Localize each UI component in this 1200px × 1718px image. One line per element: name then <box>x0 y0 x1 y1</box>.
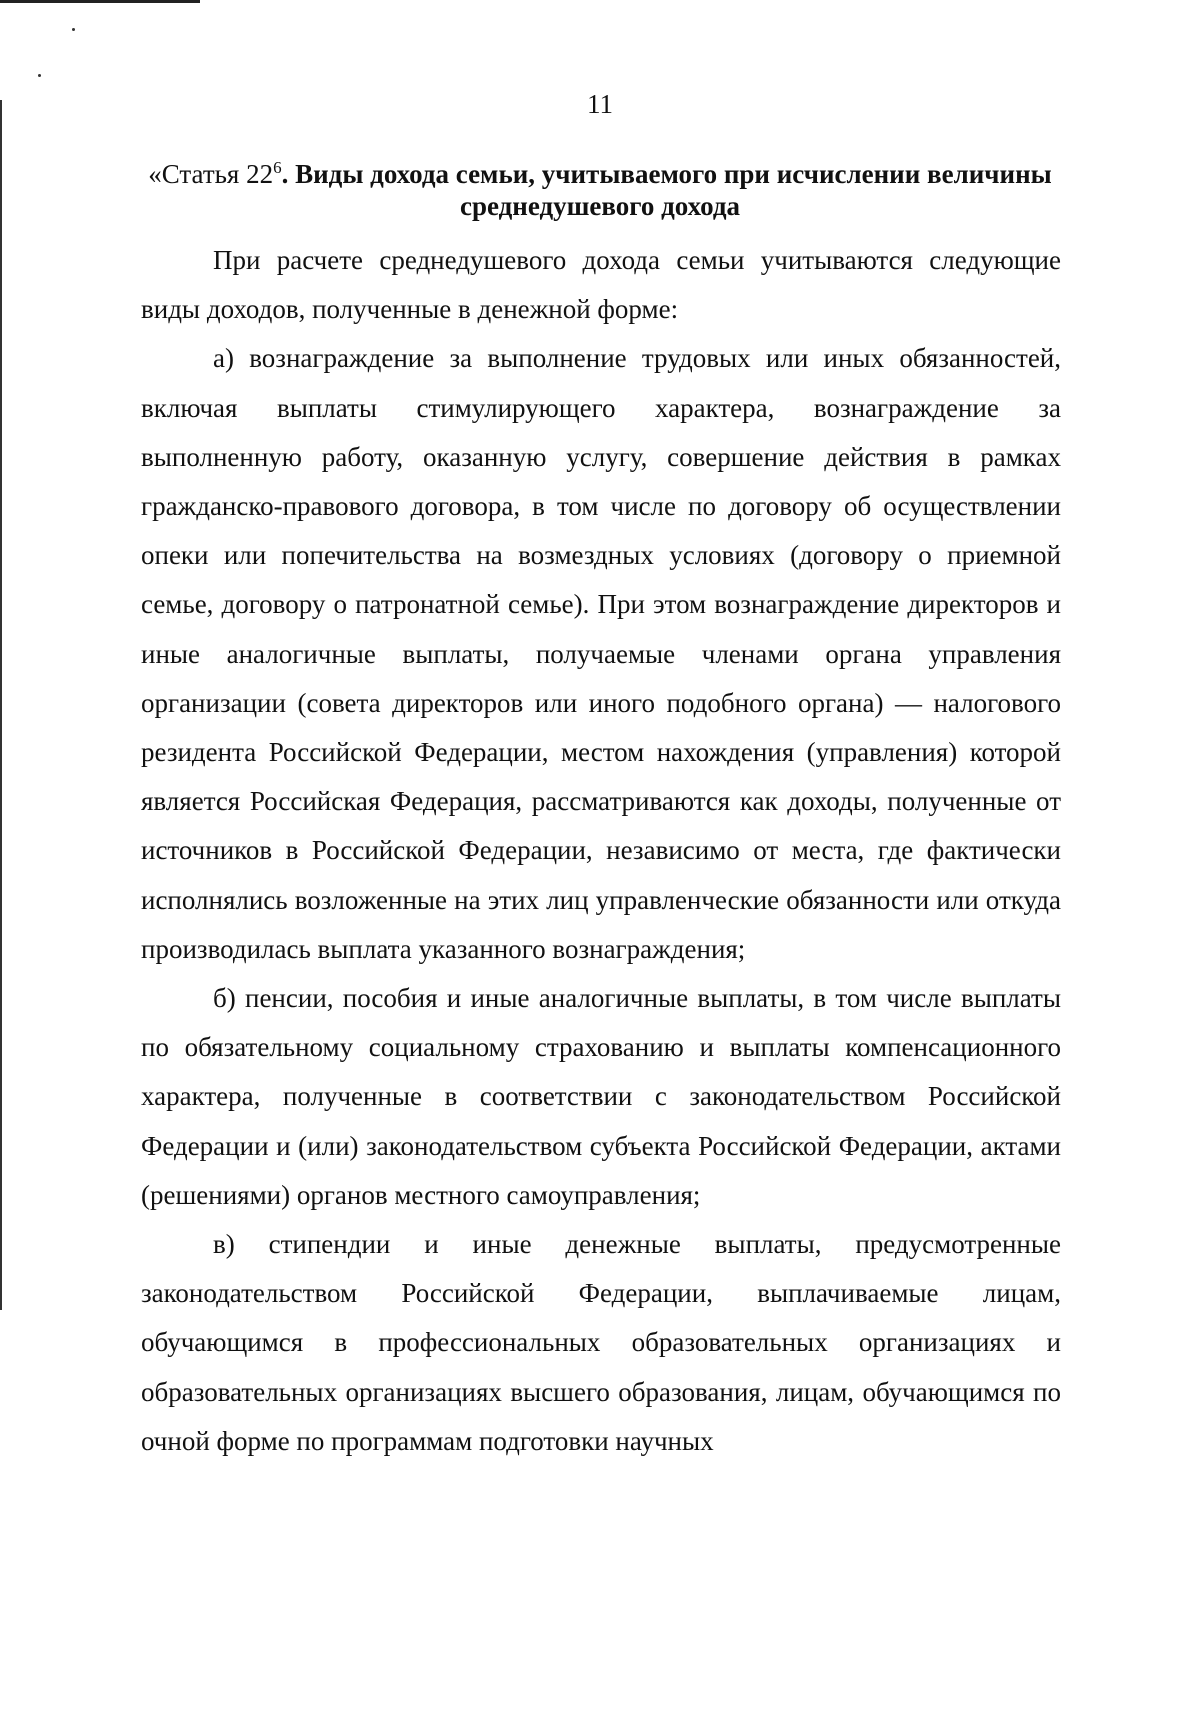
paragraph-b: б) пенсии, пособия и иные аналогичные выплаты, в том числе выплаты по обязательному социальному страхованию и выплаты компенсационного характера, полученные в соответствии с законодательством Российской Федерации и (или) законодательством субъекта Российской Федерации, актами (решениями) органов местного самоуправления; <box>141 983 1061 1210</box>
article-heading <box>140 158 1060 222</box>
scan-left-edge <box>0 100 2 1310</box>
article-title: . Виды дохода семьи, учитываемого при исчислении величины среднедушевого дохода <box>281 159 1052 221</box>
article-prefix-text: «Статья 22 <box>148 159 274 189</box>
scan-speck <box>38 74 41 77</box>
paragraph-a: а) вознаграждение за выполнение трудовых или иных обязанностей, включая выплаты стимулирующего характера, вознаграждение за выполненную работу, оказанную услугу, совершение действия в рамках гражданско-правового договора, в том числе по договору об осуществлении опеки или попечительства на возмездных условиях (договору о приемной семье, договору о патронатной семье). При этом вознаграждение директоров и иные аналогичные выплаты, получаемые членами органа управления организации (совета директоров или иного подобного органа) — налогового резидента Российской Федерации, местом нахождения (управления) которой является Российская Федерация, рассматриваются как доходы, полученные от источников в Российской Федерации, независимо от места, где фактически исполнялись возложенные на этих лиц управленческие обязанности или откуда производилась выплата указанного вознаграждения; <box>141 343 1061 964</box>
scan-speck <box>72 28 75 31</box>
scan-top-rule <box>0 0 200 3</box>
article-prefix <box>148 159 281 189</box>
article-body <box>141 236 1061 1466</box>
article-superscript: 6 <box>273 158 282 177</box>
page-number: 11 <box>587 89 613 119</box>
paragraph-v: в) стипендии и иные денежные выплаты, предусмотренные законодательством Российской Федерации, выплачиваемые лицам, обучающимся в профессиональных образовательных организациях и образовательных организациях высшего образования, лицам, обучающимся по очной форме по программам подготовки научных <box>141 1229 1061 1456</box>
paragraph-intro: При расчете среднедушевого дохода семьи учитываются следующие виды доходов, полученные в денежной форме: <box>141 245 1061 325</box>
